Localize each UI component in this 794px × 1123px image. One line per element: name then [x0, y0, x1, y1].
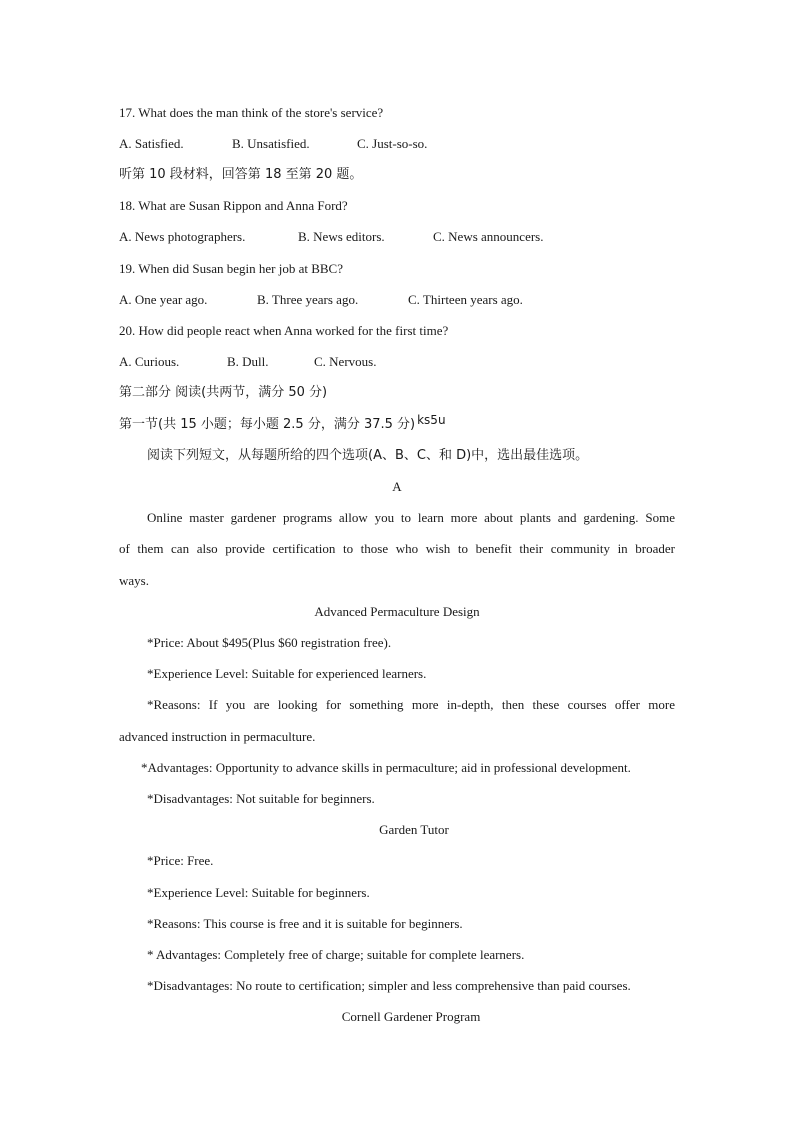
q20-option-c: C. Nervous. — [314, 354, 377, 369]
q17-option-c: C. Just-so-so. — [357, 136, 428, 151]
q18-option-c: C. News announcers. — [433, 229, 544, 244]
course-1-disadvantages: *Disadvantages: Not suitable for beginners. — [147, 791, 375, 806]
course-1-level: *Experience Level: Suitable for experienced learners. — [147, 666, 427, 681]
course-1-title: Advanced Permaculture Design — [314, 604, 480, 619]
q20-option-a: A. Curious. — [119, 354, 180, 369]
course-2-title: Garden Tutor — [379, 822, 449, 837]
q17-option-b: B. Unsatisfied. — [232, 136, 310, 151]
course-3-title: Cornell Gardener Program — [341, 1009, 481, 1024]
course-1-price: *Price: About $495(Plus $60 registration free). — [147, 635, 392, 650]
section-10-instruction: 听第 10 段材料，回答第 18 至第 20 题。 — [119, 167, 363, 182]
course-2-price: *Price: Free. — [147, 853, 214, 868]
source-mark: ks5u — [417, 413, 446, 427]
reading-instruction: 阅读下列短文，从每题所给的四个选项(A、B、C、和 D)中，选出最佳选项。 — [147, 448, 589, 463]
intro-line-3: ways. — [119, 573, 149, 588]
course-2-level: *Experience Level: Suitable for beginners. — [147, 885, 370, 900]
passage-label: A — [392, 479, 402, 494]
course-1-advantages: *Advantages: Opportunity to advance skills in permaculture; aid in professional development. — [141, 760, 631, 775]
q18-option-a: A. News photographers. — [119, 229, 246, 244]
course-2-disadvantages: *Disadvantages: No route to certification; simpler and less comprehensive than paid courses. — [147, 978, 631, 993]
intro-line-2: of them can also provide certification to those who wish to benefit their community in broader — [119, 541, 675, 556]
section-one-title — [119, 413, 446, 433]
course-2-advantages: * Advantages: Completely free of charge; suitable for complete learners. — [147, 947, 525, 962]
question-17: 17. What does the man think of the store's service? — [119, 105, 384, 120]
question-20: 20. How did people react when Anna worked for the first time? — [119, 323, 449, 338]
question-19: 19. When did Susan begin her job at BBC? — [119, 261, 343, 276]
q19-option-b: B. Three years ago. — [257, 292, 359, 307]
q19-option-c: C. Thirteen years ago. — [408, 292, 523, 307]
course-1-reasons-1: *Reasons: If you are looking for something more in-depth, then these courses offer more — [147, 697, 675, 712]
course-2-reasons: *Reasons: This course is free and it is suitable for beginners. — [147, 916, 463, 931]
q18-option-b: B. News editors. — [298, 229, 385, 244]
q20-option-b: B. Dull. — [227, 354, 269, 369]
part-two-title: 第二部分 阅读(共两节，满分 50 分) — [119, 385, 328, 400]
intro-line-1: Online master gardener programs allow you to learn more about plants and gardening. Some — [147, 510, 675, 525]
q17-option-a: A. Satisfied. — [119, 136, 184, 151]
question-18: 18. What are Susan Rippon and Anna Ford? — [119, 198, 348, 213]
q19-option-a: A. One year ago. — [119, 292, 208, 307]
course-1-reasons-2: advanced instruction in permaculture. — [119, 729, 316, 744]
section-one-title-text: 第一节(共 15 小题；每小题 2.5 分，满分 37.5 分) — [119, 417, 416, 432]
